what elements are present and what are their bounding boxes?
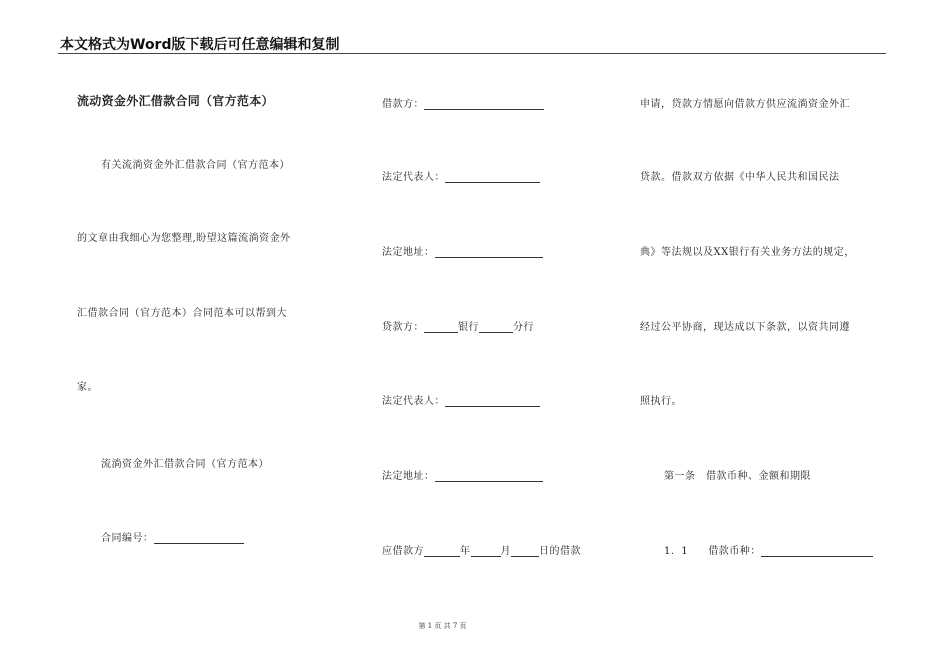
legal-rep-line-2 xyxy=(382,392,540,407)
address-label-2: 法定地址： xyxy=(382,471,435,482)
body-line-3: 典》等法规以及XX银行有关业务方法的规定， xyxy=(640,247,855,258)
legal-rep-blank-1 xyxy=(445,171,540,183)
application-prefix: 应借款方 xyxy=(382,546,424,557)
contract-number-blank xyxy=(154,532,244,544)
branch-blank xyxy=(479,321,513,333)
year-label: 年 xyxy=(460,546,471,557)
application-suffix: 日的借款 xyxy=(539,546,581,557)
month-blank xyxy=(471,545,501,557)
borrower-label: 借款方： xyxy=(382,99,424,110)
body-line-2: 贷款。借款双方依据《中华人民共和国民法 xyxy=(640,172,840,183)
article-1-heading: 第一条 借款币种、金额和期限 xyxy=(664,471,811,482)
legal-rep-line-1 xyxy=(382,168,540,183)
borrower-blank xyxy=(424,98,544,110)
header-divider xyxy=(58,53,886,54)
currency-blank xyxy=(761,545,873,557)
month-label: 月 xyxy=(500,546,511,557)
intro-line-4: 家。 xyxy=(77,382,98,393)
currency-label: 借款币种： xyxy=(708,546,761,557)
bank-blank xyxy=(424,321,458,333)
contract-number-line xyxy=(101,529,244,544)
borrower-line xyxy=(382,95,544,110)
intro-line-2: 的文章由我细心为您整理,盼望这篇流淌资金外 xyxy=(77,233,291,244)
body-line-5: 照执行。 xyxy=(640,396,682,407)
address-blank-2 xyxy=(435,470,543,482)
body-line-1: 申请，贷款方情愿向借款方供应流淌资金外汇 xyxy=(640,99,850,110)
legal-rep-label-1: 法定代表人： xyxy=(382,172,445,183)
year-blank xyxy=(424,545,460,557)
page-footer: 第 1 页 共 7 页 xyxy=(418,622,467,630)
legal-rep-blank-2 xyxy=(445,395,540,407)
lender-line xyxy=(382,318,534,333)
address-label-1: 法定地址： xyxy=(382,247,435,258)
body-line-4: 经过公平协商，现达成以下条款，以资共同遵 xyxy=(640,322,850,333)
legal-rep-label-2: 法定代表人： xyxy=(382,396,445,407)
document-title: 流动资金外汇借款合同（官方范本） xyxy=(77,94,274,108)
contract-subtitle: 流淌资金外汇借款合同（官方范本） xyxy=(101,459,269,470)
branch-label: 分行 xyxy=(513,322,534,333)
clause-1-1-line xyxy=(664,542,873,557)
address-line-1 xyxy=(382,243,543,258)
application-date-line xyxy=(382,542,581,557)
address-blank-1 xyxy=(435,246,543,258)
contract-number-label: 合同编号： xyxy=(101,533,154,544)
clause-number: 1．1 xyxy=(664,546,689,557)
address-line-2 xyxy=(382,467,543,482)
lender-label: 贷款方： xyxy=(382,322,424,333)
intro-line-3: 汇借款合同（官方范本）合同范本可以帮到大 xyxy=(77,308,287,319)
intro-line-1: 有关流淌资金外汇借款合同（官方范本） xyxy=(101,160,290,171)
bank-label: 银行 xyxy=(458,322,479,333)
day-blank xyxy=(511,545,539,557)
document-header: 本文格式为Word版下载后可任意编辑和复制 xyxy=(60,37,340,53)
